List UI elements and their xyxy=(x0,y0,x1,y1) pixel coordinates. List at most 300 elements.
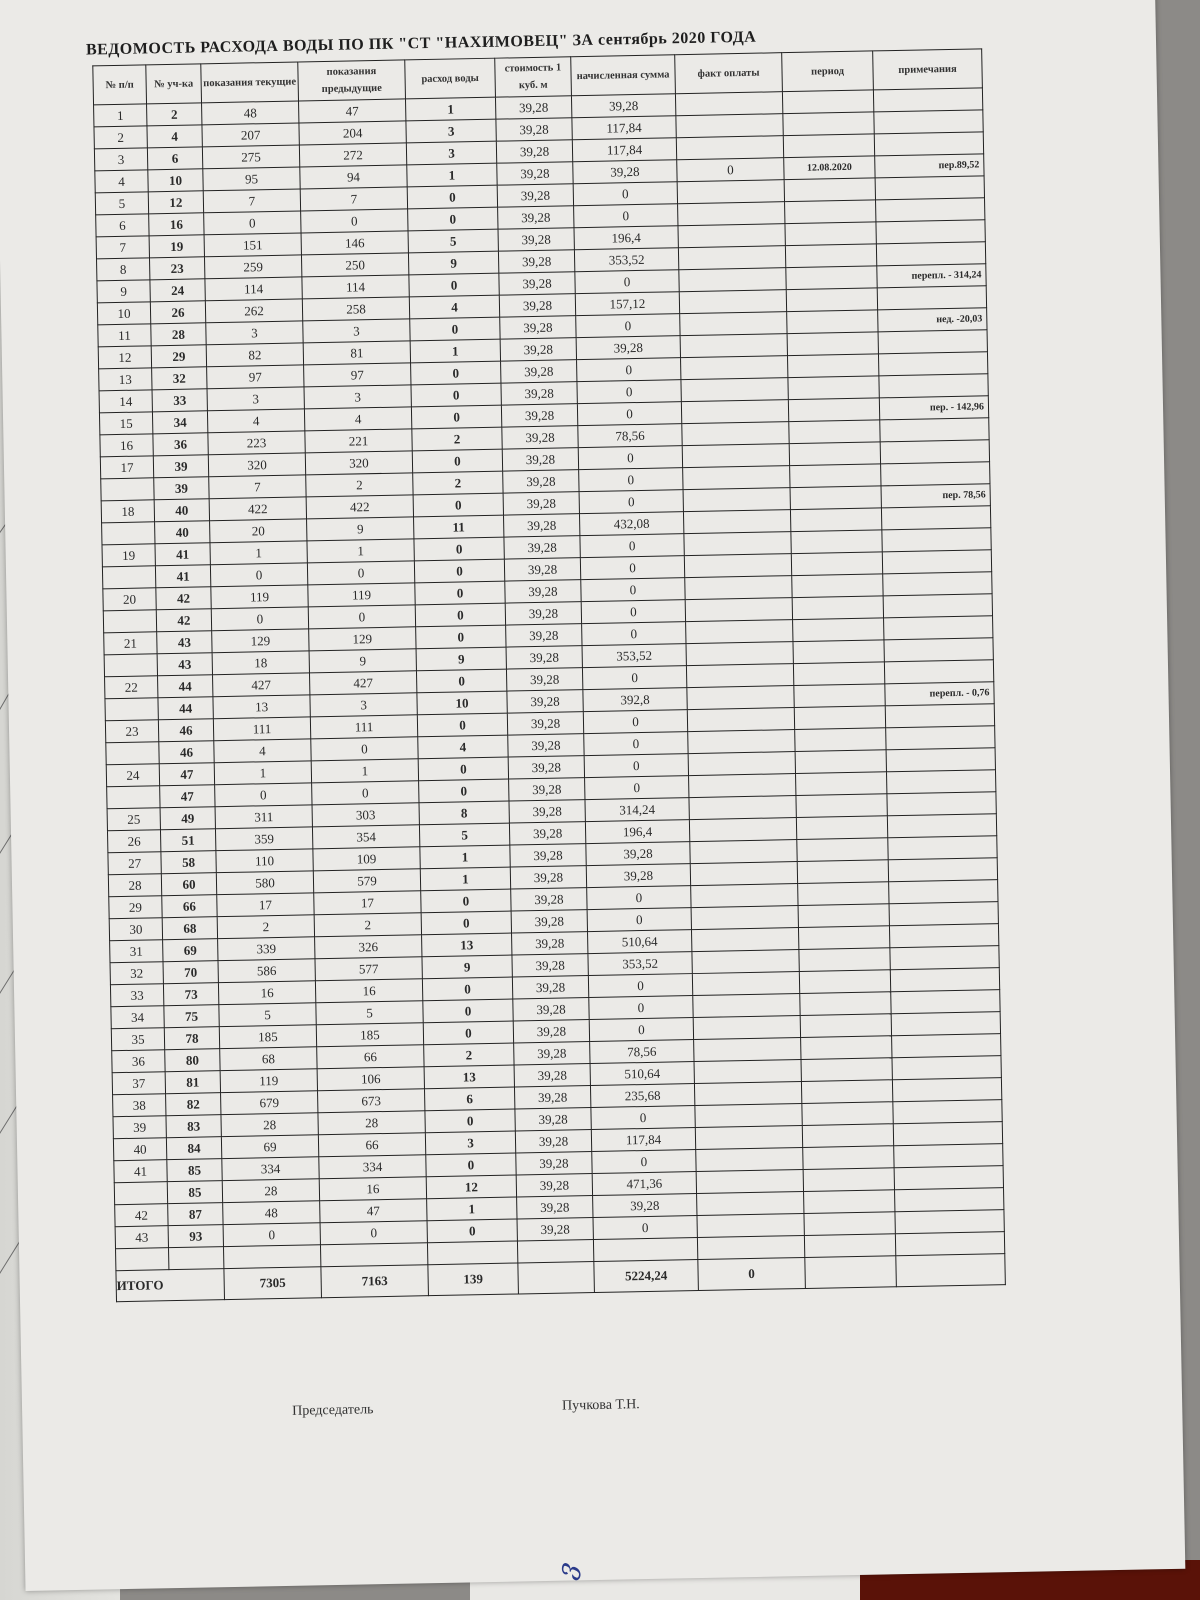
cell-note xyxy=(876,198,985,222)
cell-plot-number: 51 xyxy=(160,829,215,852)
cell-charged-amount: 0 xyxy=(577,380,681,404)
cell-charged-amount: 196,4 xyxy=(585,820,689,844)
cell-plot-number: 42 xyxy=(156,609,211,632)
cell-note xyxy=(882,550,991,574)
cell-note xyxy=(888,858,997,882)
cell-period xyxy=(783,134,874,158)
cell-actual-payment xyxy=(683,510,790,534)
cell-price: 39,28 xyxy=(503,470,579,493)
cell-water-usage: 1 xyxy=(420,867,510,891)
cell-current-reading: 114 xyxy=(205,277,302,301)
cell-previous-reading: 7 xyxy=(300,187,407,211)
cell-previous-reading: 250 xyxy=(301,253,408,277)
cell-price: 39,28 xyxy=(501,360,577,383)
cell-price: 39,28 xyxy=(507,690,583,713)
cell-period: 12.08.2020 xyxy=(784,156,875,180)
cell-charged-amount: 0 xyxy=(587,886,691,910)
cell-water-usage: 4 xyxy=(409,295,499,319)
header-row-number: № п/п xyxy=(93,65,147,105)
cell-current-reading: 223 xyxy=(208,431,305,455)
cell-period xyxy=(797,838,888,862)
cell-water-usage: 0 xyxy=(414,537,504,561)
cell-plot-number: 85 xyxy=(167,1159,222,1182)
cell-current-reading: 339 xyxy=(218,937,315,961)
cell-period xyxy=(788,398,879,422)
cell-price: 39,28 xyxy=(507,712,583,735)
cell-current-reading: 111 xyxy=(213,717,310,741)
cell-plot-number: 60 xyxy=(161,873,216,896)
header-previous-reading: показания предыдущие xyxy=(298,60,406,101)
cell-current-reading: 20 xyxy=(210,519,307,543)
cell-period xyxy=(804,1212,895,1236)
cell-previous-reading: 320 xyxy=(305,451,412,475)
totals-price xyxy=(518,1262,595,1294)
cell-plot-number: 16 xyxy=(149,213,204,236)
cell-price: 39,28 xyxy=(517,1218,593,1241)
cell-row-number: 8 xyxy=(97,258,150,281)
cell-actual-payment xyxy=(685,576,792,600)
cell-row-number: 16 xyxy=(100,434,153,457)
cell-current-reading: 48 xyxy=(202,101,299,125)
cell-actual-payment xyxy=(691,906,798,930)
cell-note: перепл. - 314,24 xyxy=(877,264,986,288)
cell-actual-payment xyxy=(697,1213,804,1237)
water-usage-table xyxy=(92,48,1006,1302)
cell-price: 39,28 xyxy=(499,294,575,317)
cell-previous-reading: 2 xyxy=(306,473,413,497)
cell-row-number: 3 xyxy=(94,148,147,171)
cell-actual-payment xyxy=(697,1191,804,1215)
cell-charged-amount: 0 xyxy=(589,996,693,1020)
cell-price: 39,28 xyxy=(508,756,584,779)
cell-previous-reading: 272 xyxy=(299,143,406,167)
cell-period xyxy=(790,464,881,488)
cell-plot-number: 75 xyxy=(164,1005,219,1028)
cell-note xyxy=(874,132,983,156)
cell-period xyxy=(783,112,874,136)
cell-water-usage: 0 xyxy=(416,669,506,693)
cell-note xyxy=(889,880,998,904)
cell-price: 39,28 xyxy=(516,1174,592,1197)
cell-plot-number: 49 xyxy=(160,807,215,830)
cell-price: 39,28 xyxy=(514,1042,590,1065)
cell-previous-reading: 9 xyxy=(307,517,414,541)
cell-row-number: 41 xyxy=(114,1160,167,1183)
cell-previous-reading: 47 xyxy=(299,99,406,123)
cell-price: 39,28 xyxy=(515,1130,591,1153)
cell-note xyxy=(888,836,997,860)
cell-period xyxy=(801,1080,892,1104)
cell-charged-amount: 0 xyxy=(581,578,685,602)
cell-plot-number: 6 xyxy=(147,147,202,170)
cell-row-number: 34 xyxy=(111,1006,164,1029)
cell-price: 39,28 xyxy=(512,932,588,955)
cell-actual-payment xyxy=(689,796,796,820)
cell-plot-number: 69 xyxy=(163,939,218,962)
cell-plot-number: 80 xyxy=(165,1049,220,1072)
cell-actual-payment xyxy=(684,554,791,578)
cell-actual-payment xyxy=(686,642,793,666)
header-plot-number: № уч-ка xyxy=(146,64,202,104)
cell-plot-number: 23 xyxy=(149,257,204,280)
cell-plot-number: 2 xyxy=(147,103,202,126)
cell-current-reading: 1 xyxy=(210,541,307,565)
cell-water-usage: 9 xyxy=(422,955,512,979)
cell-note xyxy=(873,88,982,112)
cell-actual-payment xyxy=(689,818,796,842)
cell-note xyxy=(883,572,992,596)
cell-water-usage: 0 xyxy=(411,405,501,429)
cell-row-number: 18 xyxy=(101,500,154,523)
cell-period xyxy=(793,662,884,686)
cell-row-number: 15 xyxy=(99,412,152,435)
cell-note xyxy=(876,242,985,266)
cell-note xyxy=(890,946,999,970)
cell-row-number: 27 xyxy=(108,852,161,875)
cell-actual-payment xyxy=(691,884,798,908)
cell-charged-amount: 0 xyxy=(582,666,686,690)
cell-actual-payment xyxy=(680,334,787,358)
cell-current-reading: 28 xyxy=(221,1113,318,1137)
cell-note xyxy=(881,462,990,486)
cell-price: 39,28 xyxy=(514,1064,590,1087)
cell-water-usage: 0 xyxy=(418,757,508,781)
cell-row-number: 33 xyxy=(110,984,163,1007)
cell-charged-amount: 0 xyxy=(585,776,689,800)
cell-plot-number: 40 xyxy=(154,499,209,522)
cell-water-usage: 0 xyxy=(427,1219,517,1243)
cell-current-reading: 3 xyxy=(207,387,304,411)
totals-usage: 139 xyxy=(428,1263,519,1296)
cell-previous-reading: 4 xyxy=(304,407,411,431)
cell-charged-amount: 0 xyxy=(591,1106,695,1130)
cell-water-usage: 0 xyxy=(414,559,504,583)
cell-price: 39,28 xyxy=(516,1152,592,1175)
cell-note xyxy=(889,924,998,948)
cell-previous-reading: 1 xyxy=(307,539,414,563)
cell-actual-payment xyxy=(678,224,785,248)
cell-previous-reading: 16 xyxy=(319,1177,426,1201)
table-cell xyxy=(116,1248,169,1271)
cell-actual-payment xyxy=(685,598,792,622)
cell-water-usage: 4 xyxy=(418,735,508,759)
cell-previous-reading: 185 xyxy=(316,1023,423,1047)
cell-current-reading: 28 xyxy=(222,1179,319,1203)
cell-row-number: 30 xyxy=(109,918,162,941)
cell-period xyxy=(790,486,881,510)
cell-plot-number: 32 xyxy=(152,367,207,390)
cell-plot-number: 73 xyxy=(163,983,218,1006)
document-title: ВЕДОМОСТЬ РАСХОДА ВОДЫ ПО ПК "СТ "НАХИМОВЕЦ" ЗА сентябрь 2020 ГОДА xyxy=(85,28,757,59)
cell-period xyxy=(799,948,890,972)
cell-actual-payment xyxy=(676,114,783,138)
cell-plot-number: 81 xyxy=(165,1071,220,1094)
cell-current-reading: 119 xyxy=(211,585,308,609)
cell-current-reading: 48 xyxy=(223,1201,320,1225)
cell-charged-amount: 196,4 xyxy=(574,226,678,250)
cell-actual-payment xyxy=(694,1038,801,1062)
cell-actual-payment xyxy=(696,1169,803,1193)
cell-current-reading: 185 xyxy=(219,1025,316,1049)
cell-period xyxy=(800,992,891,1016)
cell-previous-reading: 9 xyxy=(309,649,416,673)
cell-plot-number: 44 xyxy=(158,675,213,698)
cell-current-reading: 0 xyxy=(211,607,308,631)
cell-note xyxy=(876,220,985,244)
cell-water-usage: 0 xyxy=(411,383,501,407)
cell-note xyxy=(884,616,993,640)
cell-previous-reading: 334 xyxy=(319,1155,426,1179)
signature-name: Пучкова Т.Н. xyxy=(561,1397,640,1414)
cell-row-number: 4 xyxy=(95,170,148,193)
cell-water-usage: 0 xyxy=(421,889,511,913)
table-cell xyxy=(168,1247,223,1270)
cell-water-usage: 0 xyxy=(423,1021,513,1045)
cell-charged-amount: 0 xyxy=(577,358,681,382)
cell-water-usage: 0 xyxy=(421,911,511,935)
cell-water-usage: 5 xyxy=(419,823,509,847)
cell-previous-reading: 673 xyxy=(318,1089,425,1113)
cell-charged-amount: 0 xyxy=(588,974,692,998)
cell-plot-number: 93 xyxy=(168,1225,223,1248)
cell-period xyxy=(786,266,877,290)
cell-price: 39,28 xyxy=(509,822,585,845)
cell-charged-amount: 0 xyxy=(584,754,688,778)
cell-note xyxy=(875,176,984,200)
cell-water-usage: 12 xyxy=(426,1175,516,1199)
cell-period xyxy=(802,1102,893,1126)
cell-actual-payment xyxy=(680,312,787,336)
cell-actual-payment xyxy=(678,202,785,226)
cell-plot-number: 42 xyxy=(156,587,211,610)
cell-row-number: 13 xyxy=(99,368,152,391)
cell-current-reading: 17 xyxy=(217,893,314,917)
cell-current-reading: 0 xyxy=(204,211,301,235)
cell-price: 39,28 xyxy=(499,272,575,295)
cell-charged-amount: 510,64 xyxy=(588,930,692,954)
cell-period xyxy=(795,728,886,752)
totals-note xyxy=(896,1254,1006,1287)
cell-current-reading: 320 xyxy=(208,453,305,477)
cell-water-usage: 5 xyxy=(408,229,498,253)
cell-current-reading: 586 xyxy=(218,959,315,983)
cell-previous-reading: 17 xyxy=(314,891,421,915)
cell-actual-payment xyxy=(682,422,789,446)
cell-actual-payment xyxy=(687,708,794,732)
cell-note xyxy=(878,352,987,376)
cell-row-number: 28 xyxy=(108,874,161,897)
cell-charged-amount: 0 xyxy=(587,908,691,932)
cell-period xyxy=(795,750,886,774)
cell-current-reading: 97 xyxy=(207,365,304,389)
cell-period xyxy=(798,904,889,928)
cell-note xyxy=(895,1210,1004,1234)
cell-note xyxy=(891,990,1000,1014)
cell-row-number xyxy=(107,786,160,809)
header-price-per-cubic-meter: стоимость 1 куб. м xyxy=(495,57,572,97)
cell-water-usage: 0 xyxy=(412,449,502,473)
cell-actual-payment xyxy=(677,180,784,204)
cell-row-number: 10 xyxy=(97,302,150,325)
cell-current-reading: 679 xyxy=(221,1091,318,1115)
cell-row-number: 7 xyxy=(96,236,149,259)
cell-row-number: 20 xyxy=(103,588,156,611)
cell-charged-amount: 117,84 xyxy=(572,116,676,140)
cell-plot-number: 44 xyxy=(158,697,213,720)
cell-current-reading: 129 xyxy=(212,629,309,653)
cell-charged-amount: 0 xyxy=(583,710,687,734)
cell-period xyxy=(785,222,876,246)
cell-price: 39,28 xyxy=(506,668,582,691)
cell-previous-reading: 16 xyxy=(315,979,422,1003)
cell-water-usage: 0 xyxy=(423,999,513,1023)
cell-previous-reading: 326 xyxy=(315,935,422,959)
cell-note xyxy=(880,418,989,442)
cell-row-number: 17 xyxy=(100,456,153,479)
cell-plot-number: 41 xyxy=(155,565,210,588)
cell-note xyxy=(886,748,995,772)
cell-price: 39,28 xyxy=(512,976,588,999)
cell-note xyxy=(887,814,996,838)
cell-note xyxy=(892,1034,1001,1058)
cell-charged-amount: 39,28 xyxy=(576,336,680,360)
cell-water-usage: 1 xyxy=(407,163,497,187)
cell-price: 39,28 xyxy=(509,778,585,801)
cell-actual-payment xyxy=(688,730,795,754)
cell-charged-amount: 78,56 xyxy=(590,1040,694,1064)
cell-water-usage: 0 xyxy=(407,185,497,209)
cell-row-number: 38 xyxy=(113,1094,166,1117)
cell-actual-payment xyxy=(687,686,794,710)
cell-price: 39,28 xyxy=(497,184,573,207)
cell-charged-amount: 117,84 xyxy=(572,138,676,162)
cell-period xyxy=(786,288,877,312)
cell-row-number: 31 xyxy=(110,940,163,963)
cell-water-usage: 9 xyxy=(408,251,498,275)
cell-price: 39,28 xyxy=(504,536,580,559)
cell-note xyxy=(891,1012,1000,1036)
cell-water-usage: 0 xyxy=(408,207,498,231)
cell-row-number xyxy=(106,742,159,765)
cell-plot-number: 46 xyxy=(159,741,214,764)
cell-previous-reading: 303 xyxy=(312,803,419,827)
cell-charged-amount: 0 xyxy=(579,490,683,514)
cell-note: пер.89,52 xyxy=(875,154,984,178)
cell-water-usage: 13 xyxy=(424,1065,514,1089)
table-cell xyxy=(427,1241,517,1265)
cell-note: перепл. - 0,76 xyxy=(885,682,994,706)
cell-row-number: 2 xyxy=(94,126,147,149)
cell-row-number xyxy=(105,698,158,721)
cell-water-usage: 10 xyxy=(417,691,507,715)
cell-charged-amount: 0 xyxy=(582,622,686,646)
cell-previous-reading: 0 xyxy=(308,605,415,629)
cell-note xyxy=(889,902,998,926)
cell-plot-number: 34 xyxy=(152,411,207,434)
cell-previous-reading: 3 xyxy=(304,385,411,409)
cell-current-reading: 119 xyxy=(220,1069,317,1093)
cell-price: 39,28 xyxy=(510,866,586,889)
cell-charged-amount: 0 xyxy=(584,732,688,756)
cell-note: пер. 78,56 xyxy=(881,484,990,508)
cell-price: 39,28 xyxy=(495,96,571,119)
cell-current-reading: 427 xyxy=(213,673,310,697)
cell-previous-reading: 5 xyxy=(316,1001,423,1025)
cell-actual-payment xyxy=(686,620,793,644)
cell-plot-number: 47 xyxy=(160,785,215,808)
cell-water-usage: 3 xyxy=(406,119,496,143)
cell-plot-number: 24 xyxy=(150,279,205,302)
cell-actual-payment xyxy=(692,972,799,996)
cell-water-usage: 1 xyxy=(410,339,500,363)
cell-water-usage: 0 xyxy=(419,779,509,803)
cell-previous-reading: 0 xyxy=(312,781,419,805)
cell-water-usage: 13 xyxy=(422,933,512,957)
cell-plot-number: 83 xyxy=(166,1115,221,1138)
cell-water-usage: 1 xyxy=(427,1197,517,1221)
cell-previous-reading: 354 xyxy=(312,825,419,849)
cell-period xyxy=(804,1190,895,1214)
cell-previous-reading: 3 xyxy=(310,693,417,717)
header-charged-amount: начисленная сумма xyxy=(571,55,676,96)
cell-note xyxy=(890,968,999,992)
cell-actual-payment xyxy=(675,92,782,116)
cell-actual-payment xyxy=(696,1147,803,1171)
cell-plot-number: 39 xyxy=(154,477,209,500)
cell-period xyxy=(800,1014,891,1038)
cell-note xyxy=(894,1144,1003,1168)
cell-current-reading: 359 xyxy=(215,827,312,851)
cell-period xyxy=(793,640,884,664)
cell-note xyxy=(885,704,994,728)
cell-plot-number: 58 xyxy=(161,851,216,874)
totals-period xyxy=(805,1256,897,1289)
cell-water-usage: 0 xyxy=(417,713,507,737)
header-current-reading: показания текущие xyxy=(201,62,299,103)
cell-previous-reading: 3 xyxy=(303,319,410,343)
cell-current-reading: 7 xyxy=(209,475,306,499)
cell-current-reading: 207 xyxy=(202,123,299,147)
cell-plot-number: 78 xyxy=(164,1027,219,1050)
cell-note xyxy=(882,528,991,552)
cell-plot-number: 40 xyxy=(155,521,210,544)
cell-actual-payment xyxy=(683,488,790,512)
cell-water-usage: 2 xyxy=(413,471,503,495)
cell-current-reading: 82 xyxy=(206,343,303,367)
cell-water-usage: 0 xyxy=(413,493,503,517)
cell-previous-reading: 81 xyxy=(303,341,410,365)
cell-current-reading: 0 xyxy=(223,1223,320,1247)
cell-actual-payment xyxy=(694,1081,801,1105)
cell-row-number: 9 xyxy=(97,280,150,303)
cell-actual-payment xyxy=(694,1060,801,1084)
cell-period xyxy=(782,90,873,114)
cell-charged-amount: 0 xyxy=(576,314,680,338)
cell-plot-number: 43 xyxy=(157,631,212,654)
cell-current-reading: 0 xyxy=(210,563,307,587)
cell-plot-number: 26 xyxy=(150,301,205,324)
cell-current-reading: 95 xyxy=(203,167,300,191)
cell-row-number xyxy=(104,654,157,677)
cell-plot-number: 28 xyxy=(151,323,206,346)
cell-current-reading: 0 xyxy=(215,783,312,807)
cell-note xyxy=(883,594,992,618)
cell-price: 39,28 xyxy=(513,1020,589,1043)
cell-plot-number: 39 xyxy=(153,455,208,478)
cell-previous-reading: 66 xyxy=(318,1133,425,1157)
cell-previous-reading: 119 xyxy=(308,583,415,607)
cell-note xyxy=(877,286,986,310)
